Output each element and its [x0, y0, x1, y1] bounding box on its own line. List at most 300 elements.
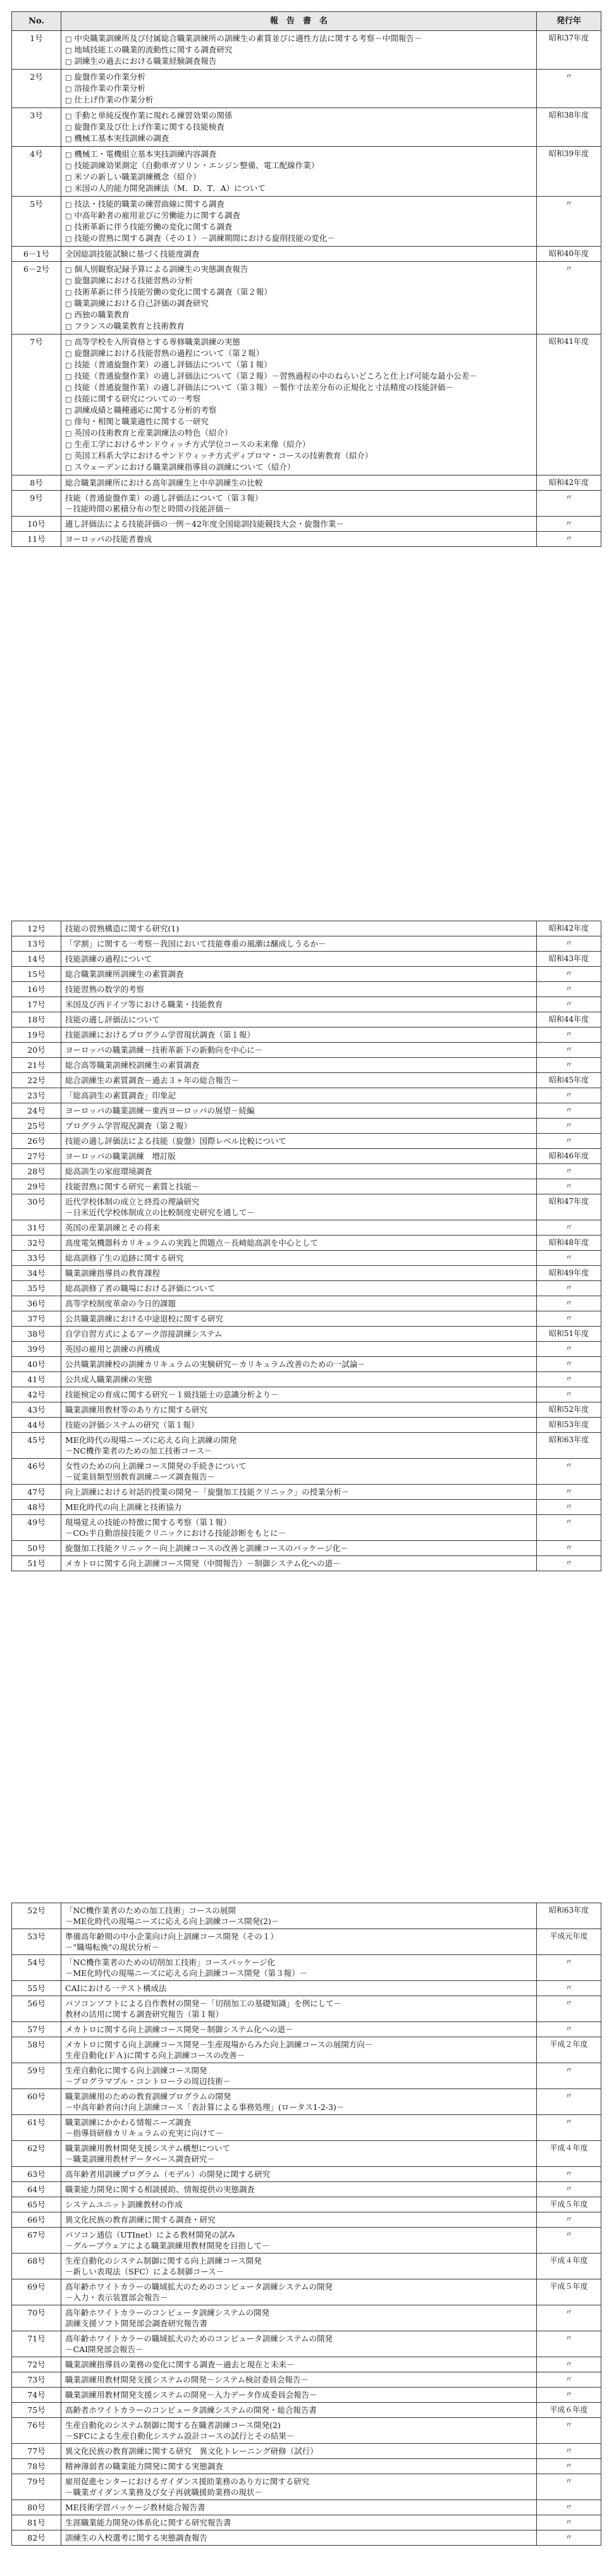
- report-title-text: －ME化時代の現場ニーズに応える向上訓練コース開発(2)－: [65, 1917, 279, 1926]
- report-title-text: 技術革新に伴う技能労働の変化に関する調査（第２報）: [74, 287, 272, 297]
- report-title-line: [65, 2065, 532, 2076]
- report-number: 7号: [12, 334, 61, 475]
- report-title-line: [65, 416, 532, 427]
- report-number: 26号: [12, 1134, 61, 1149]
- bullet-square-icon: □: [65, 452, 72, 460]
- report-title: [61, 1981, 537, 1996]
- report-title: [61, 262, 537, 334]
- report-row: [12, 2063, 601, 2089]
- report-title-text: 米ソの新しい職業訓練概念（紹介）: [74, 172, 201, 181]
- report-row: [12, 1402, 601, 1418]
- report-title-text: 技能（普通旋盤作業）の適し評価法について（第２報）－習熟過程の中のねらいどころと仕上げ可能な最小公差－: [74, 371, 477, 381]
- report-title-text: －プログラマブル・コントローラの周辺技術－: [65, 2076, 231, 2086]
- report-title-text: 高度電気機器科カリキュラムの実践と問題点－長崎総高訓を中心として: [65, 1238, 318, 1248]
- report-title-line: [65, 1029, 532, 1040]
- report-title-line: [65, 286, 532, 298]
- report-title-line: [65, 393, 532, 405]
- report-row: [12, 936, 601, 952]
- report-title: [61, 2530, 537, 2546]
- report-title-line: [65, 2405, 532, 2415]
- report-title-text: 近代学校体制の成立と終焉の理論研究: [65, 1197, 200, 1206]
- report-row: [12, 1929, 601, 1955]
- publication-year: 昭和38年度: [537, 108, 601, 147]
- report-row: [12, 997, 601, 1012]
- report-title-text: 精神薄弱者の職業能力開発に関する実態調査: [65, 2462, 224, 2471]
- report-title: [61, 1311, 537, 1327]
- report-row: [12, 1027, 601, 1043]
- bullet-square-icon: □: [65, 407, 72, 415]
- report-title-line: [65, 133, 532, 144]
- publication-year: 平成５年度: [537, 2279, 601, 2305]
- report-title: [61, 1012, 537, 1027]
- report-title-line: [65, 1105, 532, 1116]
- publication-year: 昭和43年度: [537, 952, 601, 967]
- report-title-text: 技能の適し評価法について: [65, 1015, 160, 1024]
- bullet-square-icon: □: [65, 350, 72, 358]
- report-number: 46号: [12, 1459, 61, 1485]
- report-title: [61, 1296, 537, 1311]
- report-title-line: [65, 199, 532, 210]
- report-row: [12, 1073, 601, 1088]
- report-title: [61, 334, 537, 475]
- report-number: 17号: [12, 997, 61, 1012]
- report-title-line: [65, 2009, 532, 2020]
- report-number: 73号: [12, 2372, 61, 2388]
- report-title-text: 高等学校制度革命の今日的課題: [65, 1299, 176, 1308]
- report-number: 14号: [12, 952, 61, 967]
- report-row: [12, 1418, 601, 1433]
- report-title-text: 公共職業訓練における中途退校に関する研究: [65, 1314, 224, 1323]
- report-title-text: パソコン通信（UTInet）による教材開発の試み: [65, 2230, 236, 2240]
- report-title-text: 職業訓練における自己評価の調査研究: [74, 298, 209, 308]
- report-title-line: [65, 1328, 532, 1339]
- report-title-line: [65, 1075, 532, 1086]
- report-title-line: [65, 321, 532, 332]
- report-title-line: [65, 1196, 532, 1207]
- report-row: [12, 2372, 601, 2388]
- report-title-text: －グループウェアによる職業訓練用教材開発を目指して－: [65, 2241, 270, 2250]
- report-title-text: 英国の産業訓練とその将来: [65, 1223, 161, 1232]
- report-title-line: [65, 923, 532, 934]
- bullet-square-icon: □: [65, 322, 72, 331]
- report-title-line: [65, 2318, 532, 2329]
- report-title-text: 適し評価法による技能評価の一例－42年度全国総訓技能競技大会・旋盤作業－: [65, 519, 344, 529]
- report-title: [61, 2418, 537, 2444]
- bullet-square-icon: □: [65, 112, 72, 120]
- report-title-text: 技能訓練の過程について: [65, 954, 152, 964]
- report-number: 20号: [12, 1043, 61, 1058]
- report-title: [61, 532, 537, 547]
- report-title-text: ME化時代の向上訓練と技術協力: [65, 1502, 182, 1512]
- report-number: 29号: [12, 1179, 61, 1194]
- report-row: [12, 1236, 601, 1251]
- report-number: 16号: [12, 982, 61, 997]
- report-title-text: 技能の評価システムの研究（第１報）: [65, 1420, 199, 1430]
- report-number: 66号: [12, 2212, 61, 2228]
- report-row: [12, 1012, 601, 1027]
- report-row: [12, 2418, 601, 2444]
- report-title-line: [65, 1253, 532, 1263]
- publication-year: 昭和45年度: [537, 1073, 601, 1088]
- report-title-line: [65, 2240, 532, 2251]
- report-title-text: 異文化民族の教育訓練に関する研究 異文化トレーニング研修（試行）: [65, 2446, 318, 2456]
- report-title-line: [65, 233, 532, 244]
- report-title-text: 職業訓練にかかわる情報ニーズ調査: [65, 2118, 192, 2127]
- report-title: [61, 2357, 537, 2372]
- report-number: 39号: [12, 1342, 61, 1357]
- report-row: [12, 1088, 601, 1103]
- report-title-text: 技能（普通旋盤作業）の適し評価法について（第３報）－製作寸法差分布の正規化と寸法精度の技能評価－: [74, 383, 454, 392]
- report-title-line: [65, 2255, 532, 2266]
- report-number: 8号: [12, 475, 61, 491]
- publication-year: 〃: [537, 1459, 601, 1485]
- report-title: [61, 2228, 537, 2254]
- publication-year: 〃: [537, 1372, 601, 1387]
- publication-year: 〃: [537, 2182, 601, 2197]
- header-year: 発行年: [537, 12, 601, 31]
- report-title-line: [65, 121, 532, 133]
- report-title: [61, 491, 537, 517]
- report-title-text: －"職場転換"の現状分析－: [65, 1942, 159, 1952]
- report-title-text: 中高年齢者の雇用並びに労働能力に関する調査: [74, 211, 240, 220]
- report-title: [61, 1179, 537, 1194]
- report-title: [61, 1955, 537, 1981]
- bullet-square-icon: □: [65, 288, 72, 297]
- report-title-line: [65, 2292, 532, 2303]
- report-title-line: [65, 2487, 532, 2498]
- report-row: [12, 2141, 601, 2167]
- report-title-line: [65, 1166, 532, 1177]
- report-title-text: システムユニット訓練教材の作成: [65, 2200, 183, 2209]
- report-title: [61, 1929, 537, 1955]
- report-title-text: 総高訓生の家庭環境調査: [65, 1167, 152, 1176]
- report-title-text: 中央職業訓練所及び付属総合職業訓練所の訓練生の素質並びに適性方法に関する考察－中間報告－: [74, 34, 422, 43]
- report-title-text: 高年齢者用訓練プログラム（モデル）の開発に関する研究: [65, 2169, 271, 2179]
- report-title-text: 総合職業訓練所訓練生の素質調査: [65, 969, 184, 979]
- report-title: [61, 2197, 537, 2212]
- report-title: [61, 1327, 537, 1342]
- publication-year: 〃: [537, 1556, 601, 1571]
- report-number: 68号: [12, 2254, 61, 2279]
- report-title-line: [65, 94, 532, 106]
- report-title-text: 仕上げ作業の作業分析: [74, 95, 154, 104]
- report-title-text: 技能訓練におけるプログラム学習現状調査（第１報）: [65, 1030, 255, 1040]
- report-number: 44号: [12, 1418, 61, 1433]
- report-title-text: 「総高訓生の素質調査」印象記: [65, 1091, 176, 1100]
- report-row: [12, 1281, 601, 1296]
- report-title-line: [65, 1957, 532, 1968]
- publication-year: 〃: [537, 1311, 601, 1327]
- report-row: [12, 334, 601, 475]
- report-row: [12, 2212, 601, 2228]
- report-title-text: 準備高年齢期の中小企業向け向上訓練コース開発（その１）: [65, 1932, 278, 1941]
- report-number: 43号: [12, 1402, 61, 1418]
- report-row: [12, 1500, 601, 1515]
- report-title: [61, 1433, 537, 1459]
- report-row: [12, 1996, 601, 2022]
- report-title-text: 英国工科系大学におけるサンドウィッチ方式ディプロマ・コースの技術教育（紹介）: [74, 451, 373, 460]
- report-title-text: －ME化時代の現場ニーズに応える向上訓練コース開発（第３報）－: [65, 1968, 308, 1978]
- report-number: 71号: [12, 2331, 61, 2357]
- report-title-text: メカトロに関する向上訓練コース開発（中間報告）－制御システム化への道－: [65, 1559, 341, 1568]
- bullet-square-icon: □: [65, 361, 72, 369]
- publication-year: 〃: [537, 1103, 601, 1119]
- report-title: [61, 1164, 537, 1179]
- report-title: [61, 1043, 537, 1058]
- report-title: [61, 2372, 537, 2388]
- report-title-text: 現場覚えの技能の特徴に関する考察（第１報）: [65, 1518, 231, 1527]
- publication-year: 〃: [537, 2089, 601, 2115]
- report-number: 11号: [12, 532, 61, 547]
- report-row: [12, 31, 601, 70]
- report-title-line: [65, 2039, 532, 2050]
- report-row: [12, 1372, 601, 1387]
- report-row: [12, 491, 601, 517]
- publication-year: 〃: [537, 2530, 601, 2546]
- report-title-line: [65, 1558, 532, 1569]
- report-title: [61, 2279, 537, 2305]
- publication-year: 〃: [537, 1500, 601, 1515]
- report-title-text: 訓練成績と職種適応に関する分析的考察: [74, 405, 217, 415]
- report-title-text: フランスの職業教育と技術教育: [74, 321, 185, 331]
- report-row: [12, 475, 601, 491]
- report-title-text: 技能の習熟に関する調査（その１）－訓練期間における旋削技能の変化－: [74, 233, 335, 243]
- report-title-text: 高齢者ホワイトカラーのコンピュータ訓練システムの開発・総合報告書: [65, 2405, 317, 2415]
- report-title-line: [65, 2333, 532, 2344]
- header-no: No.: [12, 12, 61, 31]
- report-title-line: [65, 1404, 532, 1415]
- report-title: [61, 197, 537, 247]
- report-title: [61, 1342, 537, 1357]
- report-number: 58号: [12, 2037, 61, 2063]
- report-number: 51号: [12, 1556, 61, 1571]
- report-number: 48号: [12, 1500, 61, 1515]
- report-title-line: [65, 1374, 532, 1385]
- report-title-line: [65, 1445, 532, 1456]
- report-title: [61, 1119, 537, 1134]
- report-number: 37号: [12, 1311, 61, 1327]
- bullet-square-icon: □: [65, 212, 72, 220]
- report-title-text: 職業訓練指導員の業務の変化に関する調査－過去と現在と未来－: [65, 2360, 295, 2369]
- report-title-line: [65, 2154, 532, 2164]
- report-number: 30号: [12, 1194, 61, 1220]
- publication-year: 〃: [537, 1134, 601, 1149]
- report-row: [12, 1149, 601, 1164]
- publication-year: 〃: [537, 1357, 601, 1372]
- report-title-line: [65, 2214, 532, 2225]
- report-title-text: －CAI開発部会報告－: [65, 2345, 144, 2354]
- bullet-square-icon: □: [65, 162, 72, 170]
- report-title-text: プログラム学習現況調査（第２報）: [65, 1121, 192, 1131]
- report-title-text: －CO₂半自動溶接技能クリニックにおける技能診断をもとに－: [65, 1528, 286, 1538]
- report-number: 78号: [12, 2459, 61, 2474]
- report-title-text: 向上訓練における対話的授業の開発－「旋盤加工技能クリニック」の授業分析－: [65, 1487, 350, 1497]
- report-title-line: [65, 56, 532, 67]
- report-number: 67号: [12, 2228, 61, 2254]
- publication-year: 〃: [537, 2444, 601, 2459]
- report-number: 35号: [12, 1281, 61, 1296]
- report-row: [12, 2089, 601, 2115]
- report-number: 22号: [12, 1073, 61, 1088]
- report-title-text: 機械工・電機組立基本実技訓練内容調査: [74, 149, 217, 159]
- report-row: [12, 1251, 601, 1266]
- report-title-line: [65, 2050, 532, 2061]
- report-title-line: [65, 110, 532, 121]
- report-title-line: [65, 503, 532, 514]
- report-number: 82号: [12, 2530, 61, 2546]
- report-title-line: [65, 2502, 532, 2513]
- report-title-line: [65, 160, 532, 171]
- report-row: [12, 921, 601, 936]
- report-title-text: 英国の技術教育と産業訓練法の特色（紹介）: [74, 428, 233, 438]
- report-title-text: 技能習熟に関する研究－素質と技能－: [65, 1182, 200, 1191]
- report-number: 40号: [12, 1357, 61, 1372]
- report-title-text: ヨーロッパの職業訓練－東西ヨーロッパの展望－続編: [65, 1106, 255, 1115]
- report-title-text: 公共成人職業訓練の実態: [65, 1375, 152, 1384]
- report-title-line: [65, 44, 532, 56]
- publication-year: 昭和51年度: [537, 1327, 601, 1342]
- report-title-text: －職業訓練用教材データベース調査研究－: [65, 2154, 215, 2164]
- report-title-line: [65, 1014, 532, 1025]
- report-title-line: [65, 1313, 532, 1324]
- publication-year: 〃: [537, 1485, 601, 1500]
- report-title-line: [65, 2389, 532, 2400]
- publication-year: 〃: [537, 1515, 601, 1541]
- publication-year: 昭和63年度: [537, 1903, 601, 1929]
- report-title-line: [65, 2117, 532, 2128]
- report-row: [12, 2500, 601, 2515]
- report-number: 38号: [12, 1327, 61, 1342]
- publication-year: 昭和40年度: [537, 247, 601, 262]
- report-number: 28号: [12, 1164, 61, 1179]
- report-number: 79号: [12, 2474, 61, 2500]
- report-number: 64号: [12, 2182, 61, 2197]
- report-title-line: [65, 298, 532, 309]
- bullet-square-icon: □: [65, 429, 72, 438]
- report-row: [12, 1459, 601, 1485]
- report-title-line: [65, 999, 532, 1010]
- report-title-line: [65, 1487, 532, 1497]
- report-title-line: [65, 1528, 532, 1538]
- report-number: 21号: [12, 1058, 61, 1073]
- report-title-text: 旋盤訓練における技能習熟の過程について（第２報）: [74, 348, 264, 358]
- publication-year: 〃: [537, 1058, 601, 1073]
- publication-year: 〃: [537, 967, 601, 982]
- report-title: [61, 2063, 537, 2089]
- bullet-square-icon: □: [65, 384, 72, 392]
- report-title-text: 総高訓修了者の職場における評価について: [65, 1284, 216, 1293]
- publication-year: 〃: [537, 2474, 601, 2500]
- report-title-line: [65, 534, 532, 544]
- publication-year: 〃: [537, 982, 601, 997]
- publication-year: 〃: [537, 1296, 601, 1311]
- report-title-line: [65, 462, 532, 473]
- bullet-square-icon: □: [65, 223, 72, 231]
- report-number: 70号: [12, 2305, 61, 2331]
- report-title: [61, 1387, 537, 1402]
- publication-year: 昭和46年度: [537, 1149, 601, 1164]
- report-row: [12, 2444, 601, 2459]
- report-title-line: [65, 2143, 532, 2154]
- report-row: [12, 1433, 601, 1459]
- report-title: [61, 1418, 537, 1433]
- report-title: [61, 517, 537, 532]
- report-title-text: 「学割」に関する一考察－我国において技能尊重の風潮は醸成しうるか－: [65, 939, 326, 948]
- report-title-line: [65, 2128, 532, 2138]
- report-title-text: 生産自動化に関する向上訓練コース開発: [65, 2066, 207, 2075]
- report-number: 80号: [12, 2500, 61, 2515]
- report-title-text: 旋盤作業の作業分析: [74, 72, 145, 82]
- report-title-line: [65, 275, 532, 286]
- report-title-line: [65, 1420, 532, 1430]
- report-row: [12, 1164, 601, 1179]
- report-number: 3号: [12, 108, 61, 147]
- report-title-line: [65, 2024, 532, 2035]
- report-title: [61, 1073, 537, 1088]
- report-title-line: [65, 1359, 532, 1370]
- report-row: [12, 1485, 601, 1500]
- report-row: [12, 262, 601, 334]
- report-title-text: ヨーロッパの職業訓練－技術革新下の新動向を中心に－: [65, 1045, 263, 1055]
- report-title-text: 女性のための向上訓練コース開発の手続きについて: [65, 1461, 247, 1471]
- bullet-square-icon: □: [65, 173, 72, 181]
- report-row: [12, 1311, 601, 1327]
- bullet-square-icon: □: [65, 418, 72, 426]
- report-title-line: [65, 1222, 532, 1233]
- publication-year: 昭和49年度: [537, 1266, 601, 1281]
- report-title-text: 技能習熟の数学的考察: [65, 984, 145, 994]
- report-title-text: －NC機作業者のための加工技術コース－: [65, 1446, 212, 1456]
- report-title: [61, 2388, 537, 2403]
- report-title: [61, 108, 537, 147]
- report-title-text: 地域技能工の職業的流動性に関する調査研究: [74, 45, 233, 54]
- report-title-text: 技能の習熟構造に関する研究(1): [65, 924, 180, 933]
- publication-year: 昭和39年度: [537, 147, 601, 197]
- report-title: [61, 1251, 537, 1266]
- report-title-line: [65, 1543, 532, 1554]
- publication-year: 平成５年度: [537, 2197, 601, 2212]
- report-row: [12, 2459, 601, 2474]
- report-title: [61, 921, 537, 936]
- report-title-text: 技術革新に伴う技能労働の変化に関する調査: [74, 222, 233, 231]
- publication-year: 〃: [537, 1027, 601, 1043]
- bullet-square-icon: □: [65, 85, 72, 93]
- report-title-text: ME技術学習パッケージ教材総合報告書: [65, 2503, 206, 2512]
- publication-year: 〃: [537, 2305, 601, 2331]
- bullet-square-icon: □: [65, 150, 72, 159]
- report-number: 81号: [12, 2515, 61, 2530]
- report-title: [61, 70, 537, 108]
- report-title: [61, 1281, 537, 1296]
- report-number: 56号: [12, 1996, 61, 2022]
- report-title-line: [65, 938, 532, 949]
- report-title-text: 公共職業訓練校の訓練カリキュラムの実験研究－カリキュラム改善のための一試論－: [65, 1359, 365, 1369]
- report-title: [61, 2305, 537, 2331]
- report-title-line: [65, 1517, 532, 1528]
- report-title: [61, 2515, 537, 2530]
- report-title-line: [65, 2091, 532, 2102]
- report-title-line: [65, 2420, 532, 2431]
- report-title-text: 技能（普通旋盤作業）の適し評価法について（第３報）: [65, 493, 263, 503]
- report-title-text: 技能の適し評価法による技能（旋盤）国際レベル比較について: [65, 1136, 286, 1146]
- bullet-square-icon: □: [65, 46, 72, 54]
- report-title-text: 職業訓練用教材開発支援システムの開発－システム検討委員会報告－: [65, 2375, 309, 2384]
- report-title-line: [65, 1181, 532, 1192]
- report-title: [61, 2254, 537, 2279]
- report-row: [12, 1058, 601, 1073]
- report-title-text: 訓練生の入校選考に関する実態調査報告: [65, 2533, 208, 2542]
- report-title-line: [65, 405, 532, 416]
